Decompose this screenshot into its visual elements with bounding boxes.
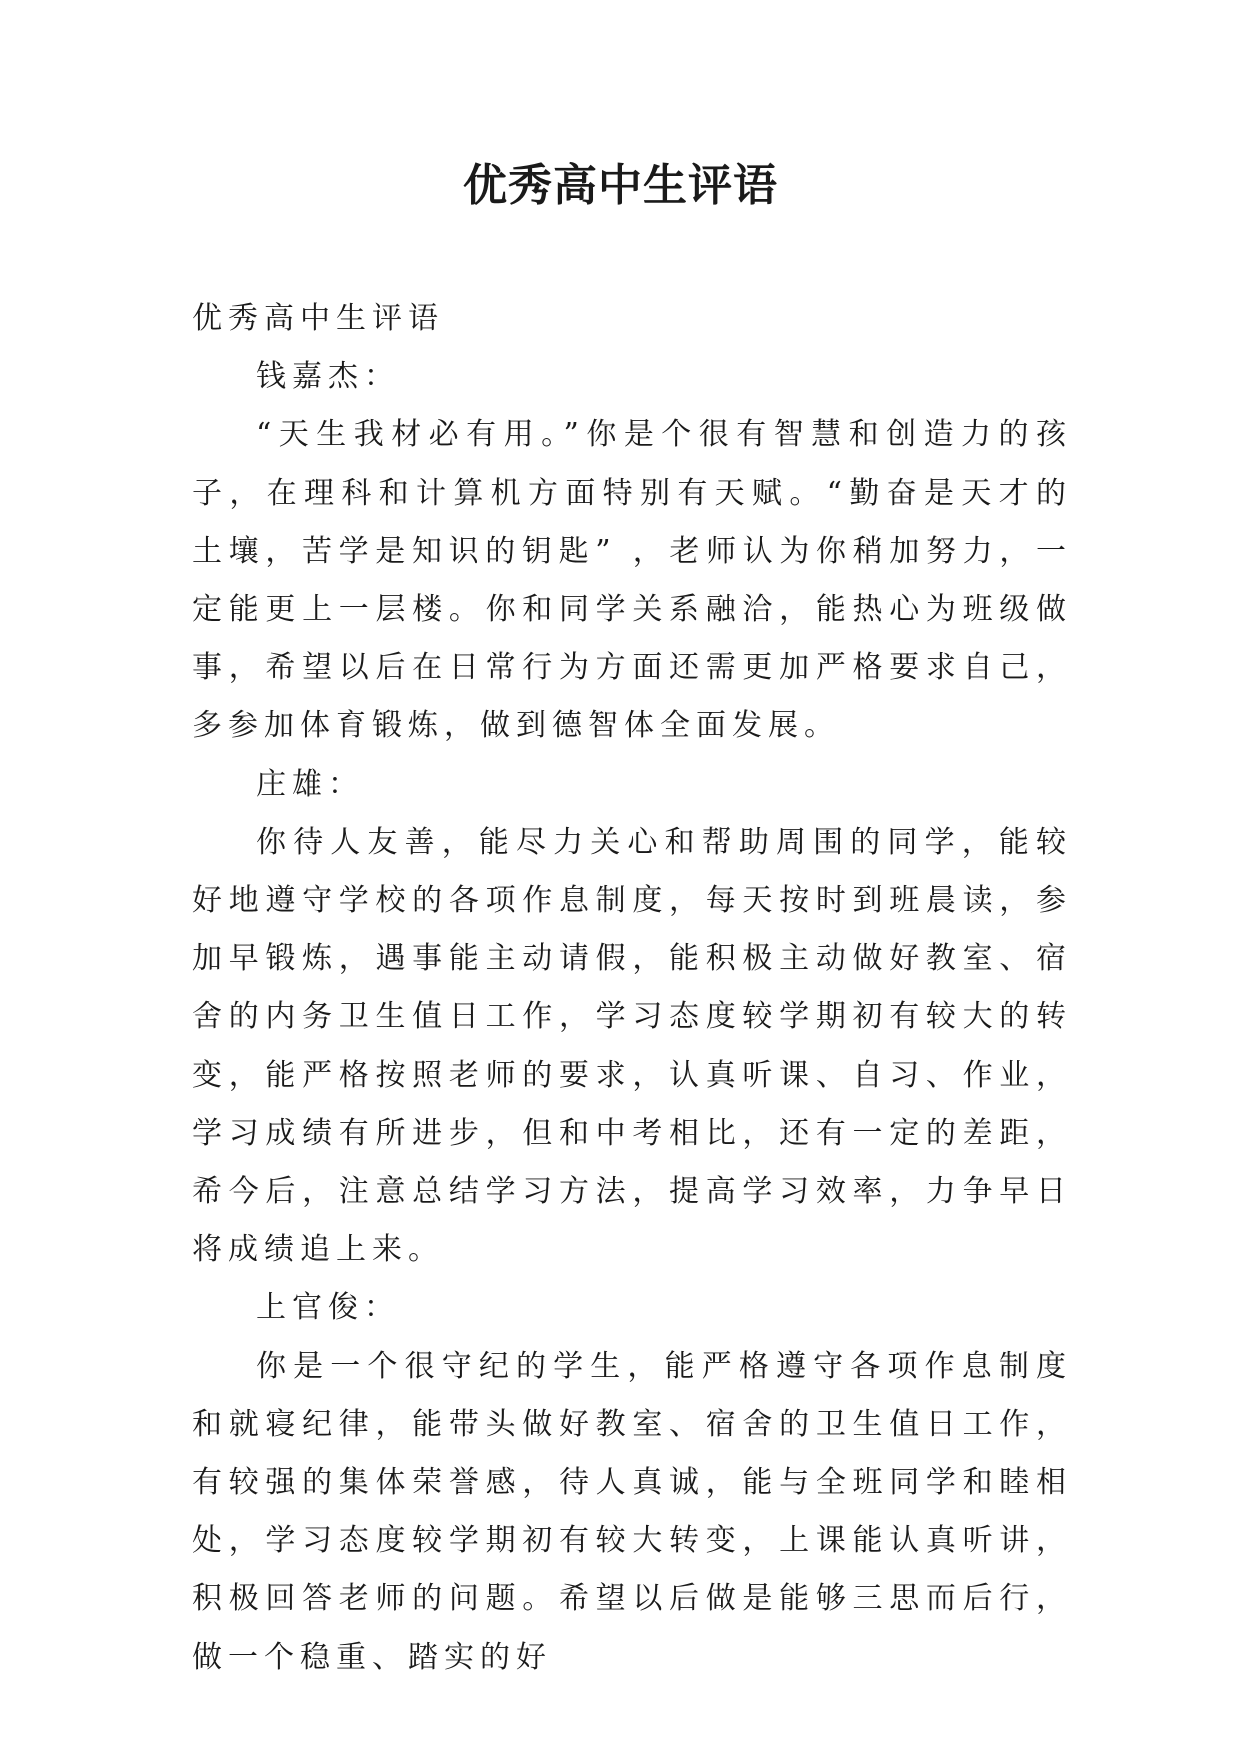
student-name-2: 庄雄： <box>256 766 364 802</box>
student-comment-3: 你是一个很守纪的学生，能严格遵守各项作息制度和就寝纪律，能带头做好教室、宿舍的卫生值日工作，有较强的集体荣誉感，待人真诚，能与全班同学和睦相处，学习态度较学期初有较大转变，上课能认真听讲，积极回答老师的问题。希望以后做是能够三思而后行，做一个稳重、踏实的好 <box>192 1348 1072 1675</box>
student-name-3: 上官俊： <box>256 1290 400 1326</box>
student-name-1: 钱嘉杰： <box>256 359 400 395</box>
document-subtitle: 优秀高中生评语 <box>192 301 444 336</box>
student-comment-1: “天生我材必有用。”你是个很有智慧和创造力的孩子，在理科和计算机方面特别有天赋。“勤奋是天才的土壤，苦学是知识的钥匙” ，老师认为你稍加努力，一定能更上一层楼。你和同学关系融洽，能热心为班级做事，希望以后在日常行为方面还需更加严格要求自己，多参加体育锻炼，做到德智体全面发展。 <box>192 417 1072 744</box>
document-title: 优秀高中生评语 <box>463 160 778 211</box>
document-body <box>192 290 1072 1687</box>
student-comment-2: 你待人友善，能尽力关心和帮助周围的同学，能较好地遵守学校的各项作息制度，每天按时到班晨读，参加早锻炼，遇事能主动请假，能积极主动做好教室、宿舍的内务卫生值日工作，学习态度较学期初有较大的转变，能严格按照老师的要求，认真听课、自习、作业，学习成绩有所进步，但和中考相比，还有一定的差距，希今后，注意总结学习方法，提高学习效率，力争早日将成绩追上来。 <box>192 824 1072 1268</box>
